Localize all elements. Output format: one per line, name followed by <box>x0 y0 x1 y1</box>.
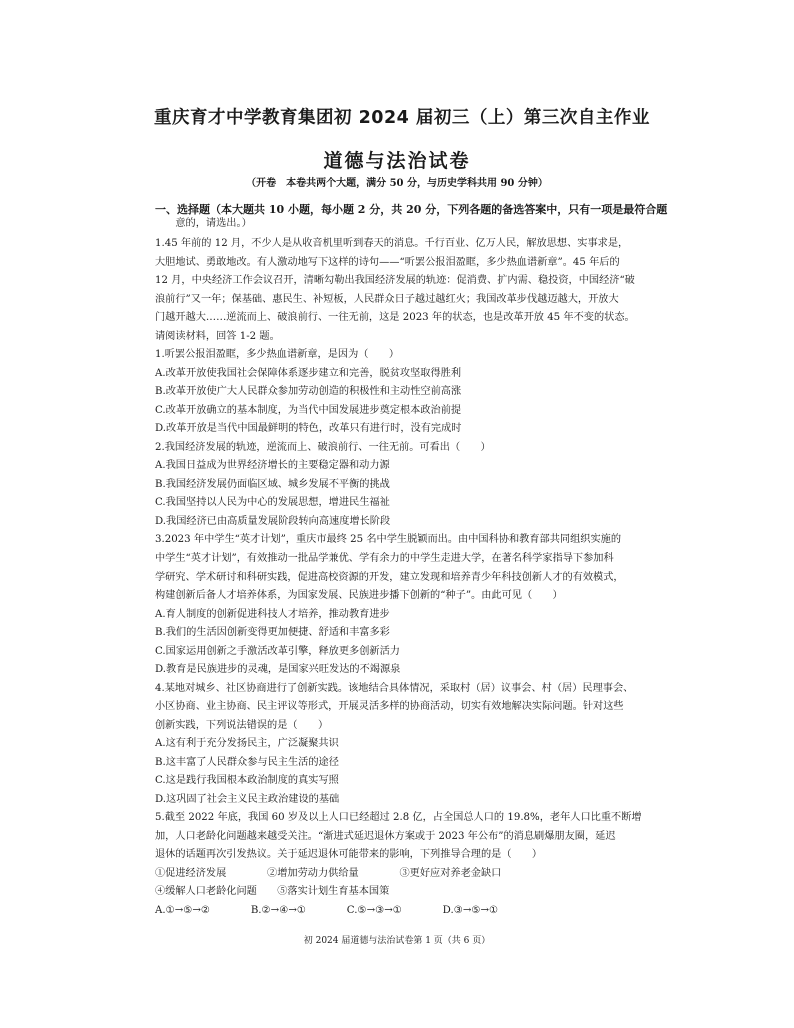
question-line: 学研究、学术研讨和科研实践，促进高校资源的开发，建立发现和培养青少年科技创新人才的有效模式， <box>155 571 624 583</box>
question-line: 小区协商、业主协商、民主评议等形式，开展灵活多样的协商活动，切实有效地解决实际问题。针对这些 <box>155 701 624 713</box>
question-line: ④缓解人口老龄化问题 ⑤落实计划生育基本国策 <box>155 886 390 898</box>
question-line: 2.我国经济发展的轨迹，逆流而上、破浪前行、一往无前。可看出（ ） <box>155 441 491 453</box>
question-line: C.改革开放确立的基本制度，为当代中国发展进步奠定根本政治前提 <box>155 404 462 416</box>
exam-note: （开卷 本卷共两个大题，满分 50 分，与历史学科共用 90 分钟） <box>246 178 548 189</box>
question-line: 1.听罢公报泪盈眶，多少热血谱新章，是因为（ ） <box>155 349 400 361</box>
page-footer: 初 2024 届道德与法治试卷第 1 页（共 6 页） <box>303 936 491 946</box>
question-line: D.改革开放是当代中国最鲜明的特色，改革只有进行时，没有完成时 <box>155 423 462 435</box>
question-line: 12 月，中央经济工作会议召开，清晰勾勒出我国经济发展的轨迹：促消费、扩内需、稳投资，中国经济“破 <box>155 275 635 287</box>
question-line: C.这是践行我国根本政治制度的真实写照 <box>155 775 339 787</box>
question-line: A.这有利于充分发扬民主，广泛凝聚共识 <box>155 738 339 750</box>
question-line: 退休的话题再次引发热议。关于延迟退休可能带来的影响，下列推导合理的是（ ） <box>155 849 543 861</box>
question-line: B.改革开放使广大人民群众参加劳动创造的积极性和主动性空前高涨 <box>155 386 462 398</box>
question-line: D.这巩固了社会主义民主政治建设的基础 <box>155 793 340 805</box>
question-line: A.我国日益成为世界经济增长的主要稳定器和动力源 <box>155 460 390 472</box>
question-line: 浪前行”又一年；保基础、惠民生、补短板，人民群众日子越过越红火；我国改革步伐越迈越大，开放大 <box>155 293 619 305</box>
question-line: A.①→⑤→② B.②→④→① C.⑤→③→① D.③→⑤→① <box>155 905 499 916</box>
question-line: 门越开越大……逆流而上、破浪前行、一往无前，这是 2023 年的状态，也是改革开放 45 年不变的状态。 <box>155 312 635 324</box>
question-line: 构建创新后备人才培养体系，为国家发展、民族进步播下创新的“种子”。由此可见（ ） <box>155 590 563 602</box>
question-line: 请阅读材料，回答 1-2 题。 <box>155 330 280 342</box>
question-line: 5.截至 2022 年底，我国 60 岁及以上人口已经超过 2.8 亿，占全国总人口的 19.8%，老年人口比重不断增 <box>155 812 642 824</box>
question-line: B.我国经济发展仍面临区域、城乡发展不平衡的挑战 <box>155 478 390 490</box>
question-line: 大胆地试、勇敢地改。有人激动地写下这样的诗句——“听罢公报泪盈眶，多少热血谱新章”。45 年后的 <box>155 256 620 268</box>
exam-subject: 道德与法治试卷 <box>323 150 471 172</box>
question-line: D.教育是民族进步的灵魂，是国家兴旺发达的不竭源泉 <box>155 664 401 676</box>
exam-title: 重庆育才中学教育集团初 2024 届初三（上）第三次自主作业 <box>154 108 650 128</box>
question-line: C.我国坚持以人民为中心的发展思想，增进民生福祉 <box>155 497 390 509</box>
question-line: 创新实践，下列说法错误的是（ ） <box>155 719 329 731</box>
question-line: 中学生“英才计划”，有效推动一批品学兼优、学有余力的中学生走进大学，在著名科学家指导下参加科 <box>155 552 614 564</box>
question-line: B.我们的生活因创新变得更加便捷、舒适和丰富多彩 <box>155 627 390 639</box>
section-heading: 一、选择题（本大题共 10 小题，每小题 2 分，共 20 分，下列各题的备选答案中，只有一项是最符合题 <box>155 203 668 216</box>
question-line: A.改革开放使我国社会保障体系逐步建立和完善，脱贫攻坚取得胜利 <box>155 367 462 379</box>
question-line: B.这丰富了人民群众参与民主生活的途径 <box>155 756 339 768</box>
question-line: 4.某地对城乡、社区协商进行了创新实践。该地结合具体情况，采取村（居）议事会、村（居）民理事会、 <box>155 682 634 694</box>
question-line: 加，人口老龄化问题越来越受关注。“渐进式延迟退休方案或于 2023 年公布”的消息刷爆朋友圈，延迟 <box>155 830 616 842</box>
question-line: 意的，请选出。） <box>155 218 252 229</box>
question-line: D.我国经济已由高质量发展阶段转向高速度增长阶段 <box>155 515 391 527</box>
question-line: ①促进经济发展 ②增加劳动力供给量 ③更好应对养老金缺口 <box>155 867 502 879</box>
question-line: A.育人制度的创新促进科技人才培养，推动教育进步 <box>155 608 390 620</box>
question-line: 3.2023 年中学生“英才计划”，重庆市最终 25 名中学生脱颖而出。由中国科协和教育部共同组织实施的 <box>155 534 622 546</box>
question-line: 1.45 年前的 12 月，不少人是从收音机里听到春天的消息。千行百业、亿万人民，解放思想、实事求是， <box>155 238 629 249</box>
question-line: C.国家运用创新之手激活改革引擎，释放更多创新活力 <box>155 645 400 657</box>
